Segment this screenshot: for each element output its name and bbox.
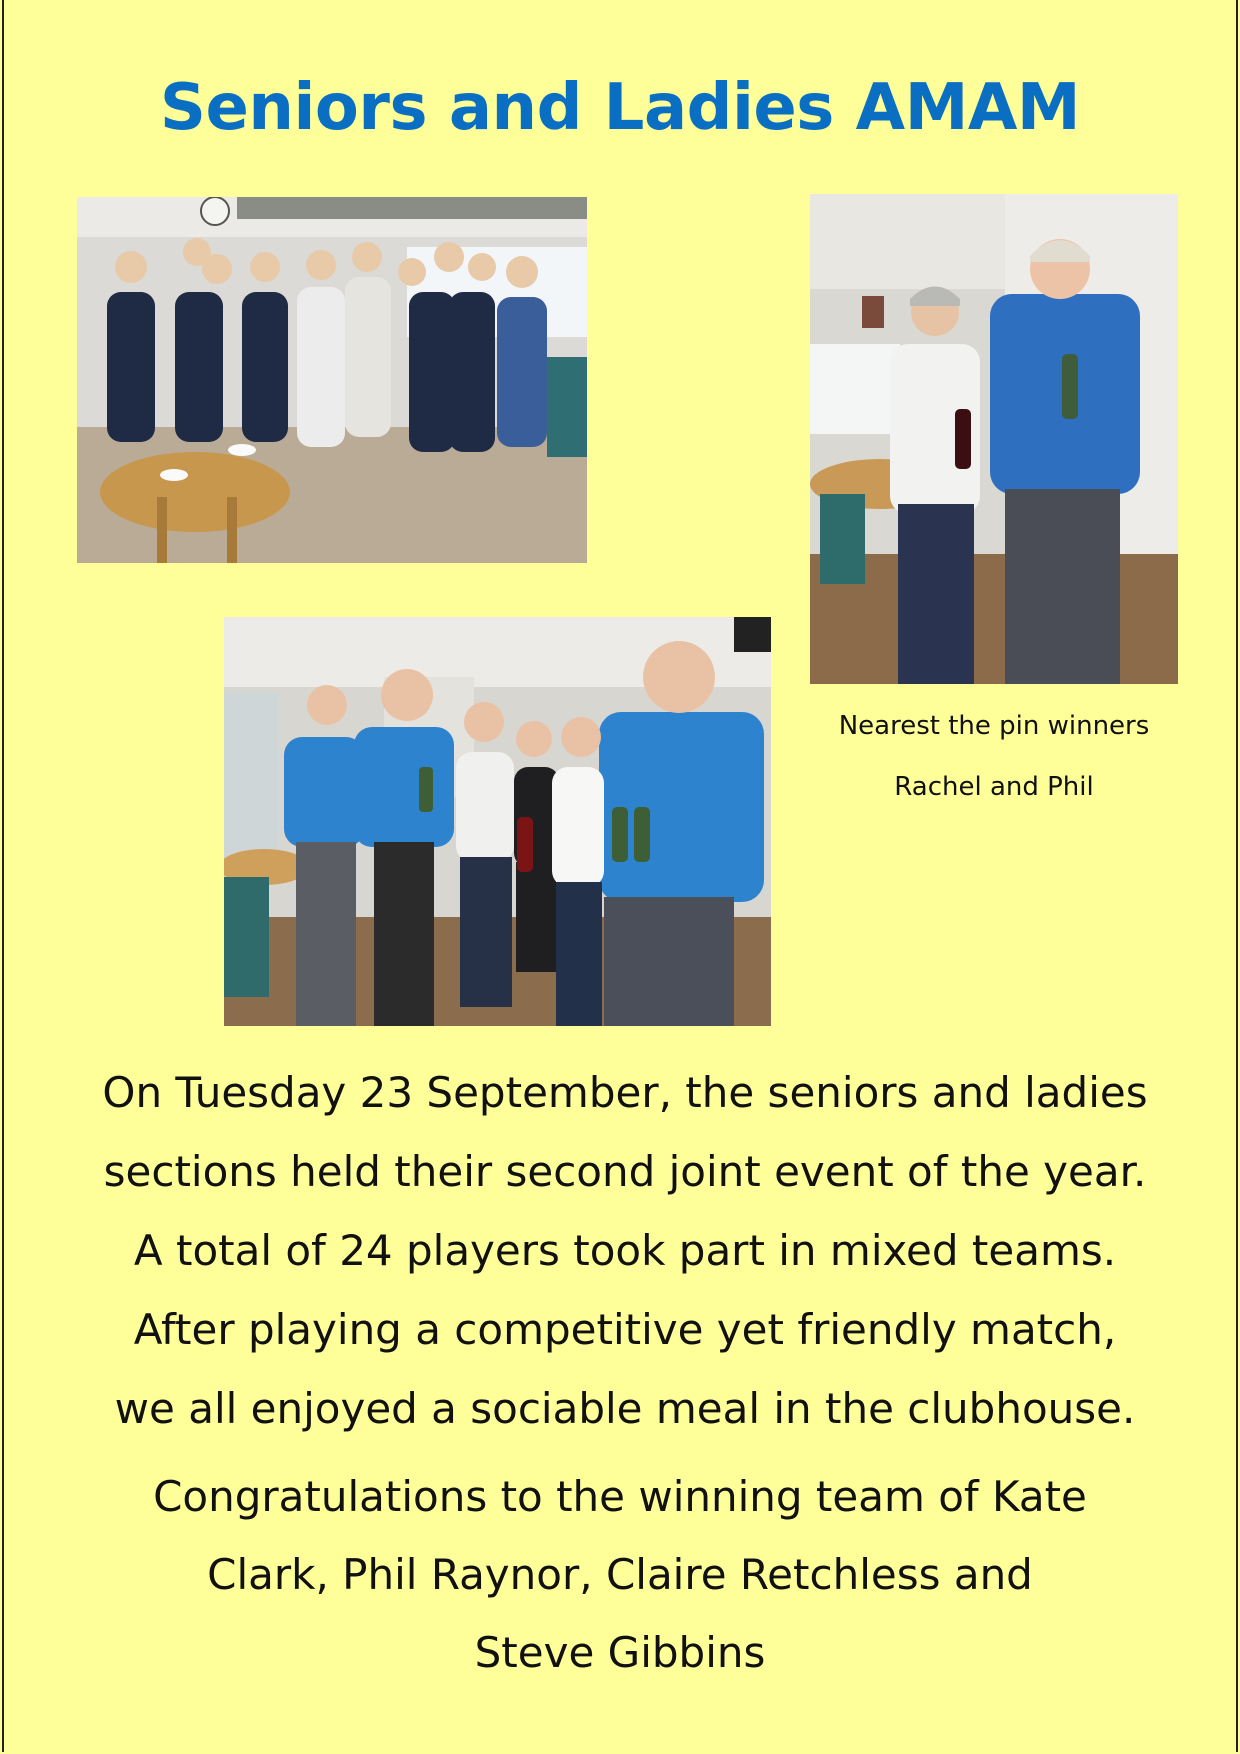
photo-caption-names: Rachel and Phil bbox=[894, 772, 1094, 802]
page-title: Seniors and Ladies AMAM bbox=[159, 71, 1081, 145]
event-description bbox=[40, 1053, 1210, 1448]
body-line: On Tuesday 23 September, the seniors and ladies bbox=[102, 1068, 1148, 1117]
photo-winning-team bbox=[224, 617, 771, 1026]
photo-caption-title: Nearest the pin winners bbox=[838, 711, 1150, 741]
congrats-line: Steve Gibbins bbox=[474, 1628, 766, 1677]
congratulations-text bbox=[100, 1458, 1140, 1692]
photo-nearest-pin-winners bbox=[810, 194, 1178, 684]
body-line: we all enjoyed a sociable meal in the clubhouse. bbox=[114, 1384, 1136, 1433]
body-line: After playing a competitive yet friendly match, bbox=[133, 1305, 1117, 1354]
congrats-line: Clark, Phil Raynor, Claire Retchless and bbox=[207, 1550, 1033, 1599]
body-line: sections held their second joint event of the year. bbox=[103, 1147, 1147, 1196]
congrats-line: Congratulations to the winning team of Kate bbox=[153, 1472, 1087, 1521]
group-photo-ladies bbox=[77, 197, 587, 563]
body-line: A total of 24 players took part in mixed teams. bbox=[133, 1226, 1117, 1275]
